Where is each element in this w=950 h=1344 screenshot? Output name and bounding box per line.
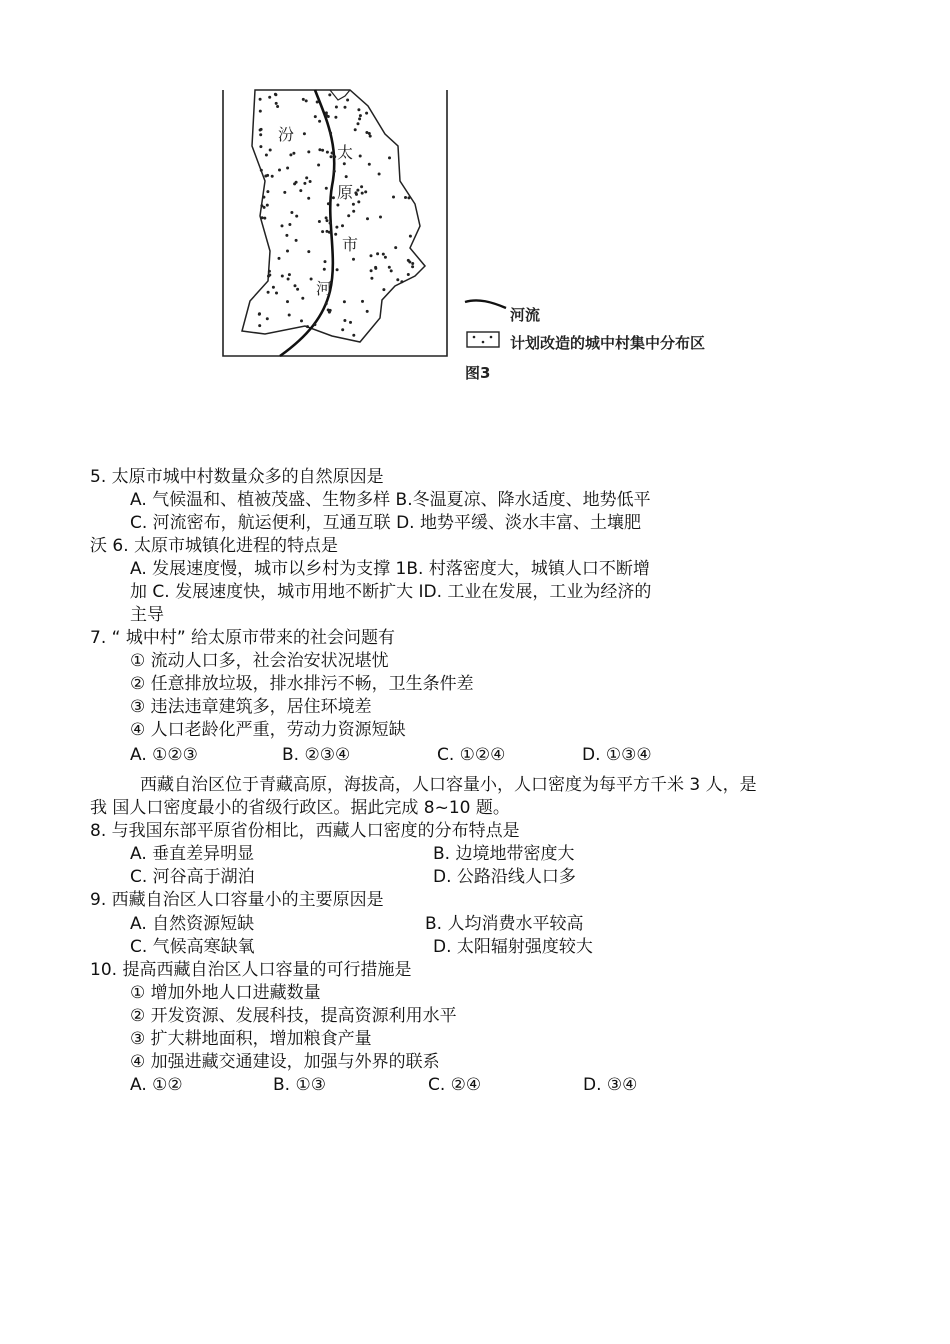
village-dot [309,180,312,183]
village-dot [290,211,293,214]
village-dot [382,253,385,256]
q8-option-d: D. 公路沿线人口多 [433,867,576,887]
legend-village-label: 计划改造的城中村集中分布区 [510,334,706,352]
village-dot [288,223,291,226]
village-dot [359,155,362,158]
village-dot [324,260,327,263]
village-dot [411,262,414,265]
village-dot [341,224,344,227]
passage-line2: 我 国人口密度最小的省级行政区。据此完成 8~10 题。 [90,798,510,818]
village-dot [394,246,397,249]
village-dot [407,259,410,262]
village-dot [325,216,328,219]
village-dot [329,309,332,312]
village-dot [306,325,309,328]
village-dot [281,224,284,227]
q9-option-c: C. 气候高寒缺氧 [130,937,255,957]
village-dot [318,220,321,223]
village-dot [345,175,348,178]
village-dot [300,319,303,322]
village-dot [396,278,399,281]
village-dot [328,93,331,96]
map-label-fen: 汾 [278,125,295,144]
village-dot [275,292,278,295]
village-dot [392,196,395,199]
village-dot [361,300,364,303]
village-dot [295,181,298,184]
q10-statement-1: ① 增加外地人口进藏数量 [130,983,321,1003]
village-dot [370,269,373,272]
village-dot [407,273,410,276]
village-dot [288,314,291,317]
village-dot [357,122,360,125]
village-dot [278,169,281,172]
village-dot [302,98,305,101]
village-dot [286,300,289,303]
village-dot [287,278,290,281]
village-dot [307,197,310,200]
village-dot [286,167,289,170]
legend-river-label: 河流 [510,306,541,324]
village-dot [364,190,367,193]
village-dot [358,117,361,120]
legend-village-symbol [467,332,499,347]
village-dot [295,239,298,242]
village-dot [325,114,328,117]
village-dot [411,265,414,268]
q5-options-line2: C. 河流密布，航运便利，互通互联 D. 地势平缓、淡水丰富、土壤肥 [130,513,641,533]
village-dot [313,323,316,326]
village-dot [262,196,265,199]
village-dot [318,148,321,151]
q10-statement-2: ② 开发资源、发展科技，提高资源利用水平 [130,1006,457,1026]
village-dot [271,175,274,178]
village-dot [283,191,286,194]
village-dot [305,99,308,102]
village-dot [384,256,387,259]
village-dot [388,156,391,159]
village-dot [334,116,337,119]
q9-option-d: D. 太阳辐射强度较大 [433,937,593,957]
village-dot [261,216,264,219]
village-dot [264,175,267,178]
village-dot [352,203,355,206]
village-dot [376,252,379,255]
village-dot [260,169,263,172]
village-dot [258,313,261,316]
map-frame [223,90,447,356]
village-dot [335,226,338,229]
map-label-tai: 太 [337,143,354,162]
village-dot [268,96,271,99]
q8-stem: 8. 与我国东部平原省份相比，西藏人口密度的分布特点是 [90,821,520,841]
q10-option-a: A. ①② [130,1075,183,1095]
village-dot [378,173,381,176]
q10-statement-4: ④ 加强进藏交通建设，加强与外界的联系 [130,1052,440,1072]
q10-statement-3: ③ 扩大耕地面积，增加粮食产量 [130,1029,372,1049]
village-dot [267,291,270,294]
boundary-nub [330,90,350,100]
village-dot [325,302,328,305]
q7-statement-4: ④ 人口老龄化严重，劳动力资源短缺 [130,720,406,740]
village-dot [323,268,326,271]
village-dot [404,196,407,199]
q7-option-b: B. ②③④ [282,745,351,765]
q6-options-line1: A. 发展速度慢，城市以乡村为支撑 1B. 村落密度大，城镇人口不断增 [130,559,650,579]
village-dot [276,105,279,108]
q7-statement-3: ③ 违法违章建筑多，居住环境差 [130,697,372,717]
village-dot [274,93,277,96]
q9-option-a: A. 自然资源短缺 [130,914,255,934]
map-label-he: 河 [316,279,333,298]
q7-stem: 7. “ 城中村” 给太原市带来的社会问题有 [90,628,396,648]
village-dot [321,149,324,152]
village-dot [335,106,338,109]
village-dot [307,250,310,253]
village-dot [281,275,284,278]
village-dot [354,128,357,131]
village-dot [332,196,335,199]
village-dot [314,115,317,118]
village-dot [360,185,363,188]
village-dot [326,219,329,222]
village-dot [409,235,412,238]
village-dot [329,132,332,135]
village-dot [331,152,334,155]
q6-options-line2: 加 C. 发展速度快，城市用地不断扩大 ID. 工业在发展，工业为经济的 [130,582,652,602]
village-dot [341,328,344,331]
village-dot [278,257,281,260]
village-dot [286,250,289,253]
village-dot [325,111,328,114]
village-dot [347,214,350,217]
village-dot [366,217,369,220]
village-dot [326,151,329,154]
village-dot [343,300,346,303]
village-dot [359,114,362,117]
village-dot [299,189,302,192]
village-dot [296,288,299,291]
village-dot [292,152,295,155]
map-label-yuan: 原 [337,183,354,202]
village-dot [288,273,291,276]
q6-stem: 沃 6. 太原市城镇化进程的特点是 [90,536,339,556]
village-dot [259,110,262,113]
village-dot [369,135,372,138]
q7-statement-1: ① 流动人口多，社会治安状况堪忧 [130,651,389,671]
village-dot [275,102,278,105]
village-dot [327,202,330,205]
village-dot [374,266,377,269]
village-dot [268,270,271,273]
q10-option-d: D. ③④ [583,1075,638,1095]
village-dot [266,204,269,207]
village-dot [365,112,368,115]
village-dot [301,297,304,300]
village-dot [370,277,373,280]
village-dot [318,120,321,123]
village-dot [307,150,310,153]
village-dot [407,196,410,199]
village-dot [370,254,373,257]
village-dot [265,154,268,157]
q8-option-b: B. 边境地带密度大 [433,844,575,864]
village-dot [303,132,306,135]
village-dot [368,163,371,166]
map-figure [220,86,740,386]
city-boundary [242,90,425,342]
q6-options-line3: 主导 [130,605,164,625]
village-dot [303,182,306,185]
village-dot [325,187,328,190]
village-dot [317,164,320,167]
village-dot [266,190,269,193]
village-dot [259,98,262,101]
village-dot [259,129,262,132]
village-dot [333,170,336,173]
village-dot [272,286,275,289]
village-dot [295,215,298,218]
village-dot [258,324,261,327]
village-dot [354,191,357,194]
village-dot [346,99,349,102]
figure-caption: 图3 [465,364,491,382]
village-dot [310,278,313,281]
village-dot [349,321,352,324]
village-dot [259,145,262,148]
village-dot [289,153,292,156]
village-dot [294,284,297,287]
village-dot [269,149,272,152]
village-dot [326,230,329,233]
village-dot [400,280,403,283]
village-dot [343,319,346,322]
legend-river-symbol [465,300,506,308]
village-dot [316,101,319,104]
village-dot [390,269,393,272]
q7-statement-2: ② 任意排放垃圾，排水排污不畅，卫生条件差 [130,674,474,694]
village-dot [366,310,369,313]
village-dot [357,108,360,111]
village-dot [305,176,308,179]
village-dot [365,131,368,134]
q5-stem: 5. 太原市城中村数量众多的自然原因是 [90,467,384,487]
q10-option-c: C. ②④ [428,1075,482,1095]
village-dot [357,200,360,203]
village-dot [266,317,269,320]
village-dot [321,230,324,233]
village-dot [336,204,339,207]
village-dot [330,155,333,158]
q10-stem: 10. 提高西藏自治区人口容量的可行措施是 [90,960,412,980]
q8-option-c: C. 河谷高于湖泊 [130,867,255,887]
village-dot [333,155,336,158]
map-label-shi: 市 [342,235,359,254]
village-dot [268,274,271,277]
village-dot [356,189,359,192]
village-dot [260,204,263,207]
q8-option-a: A. 垂直差异明显 [130,844,255,864]
village-dot [329,222,332,225]
village-dot [259,133,262,136]
village-dot [361,192,364,195]
village-dot [388,266,391,269]
village-dot [344,106,347,109]
village-dot [263,217,266,220]
village-dot [382,288,385,291]
village-dot [285,234,288,237]
village-dot [352,334,355,337]
passage-line1: 西藏自治区位于青藏高原，海拔高，人口容量小，人口密度为每平方千米 3 人，是 [140,775,757,795]
q5-options-line1: A. 气候温和、植被茂盛、生物多样 B.冬温夏凉、降水适度、地势低平 [130,490,651,510]
q7-option-a: A. ①②③ [130,745,198,765]
village-dot [352,258,355,261]
q10-option-b: B. ①③ [273,1075,326,1095]
q7-option-c: C. ①②④ [437,745,506,765]
village-dot [379,216,382,219]
village-dot [336,268,339,271]
q7-option-d: D. ①③④ [582,745,652,765]
village-dot [352,210,355,213]
q9-stem: 9. 西藏自治区人口容量小的主要原因是 [90,890,384,910]
village-dot [334,233,337,236]
q9-option-b: B. 人均消费水平较高 [425,914,584,934]
